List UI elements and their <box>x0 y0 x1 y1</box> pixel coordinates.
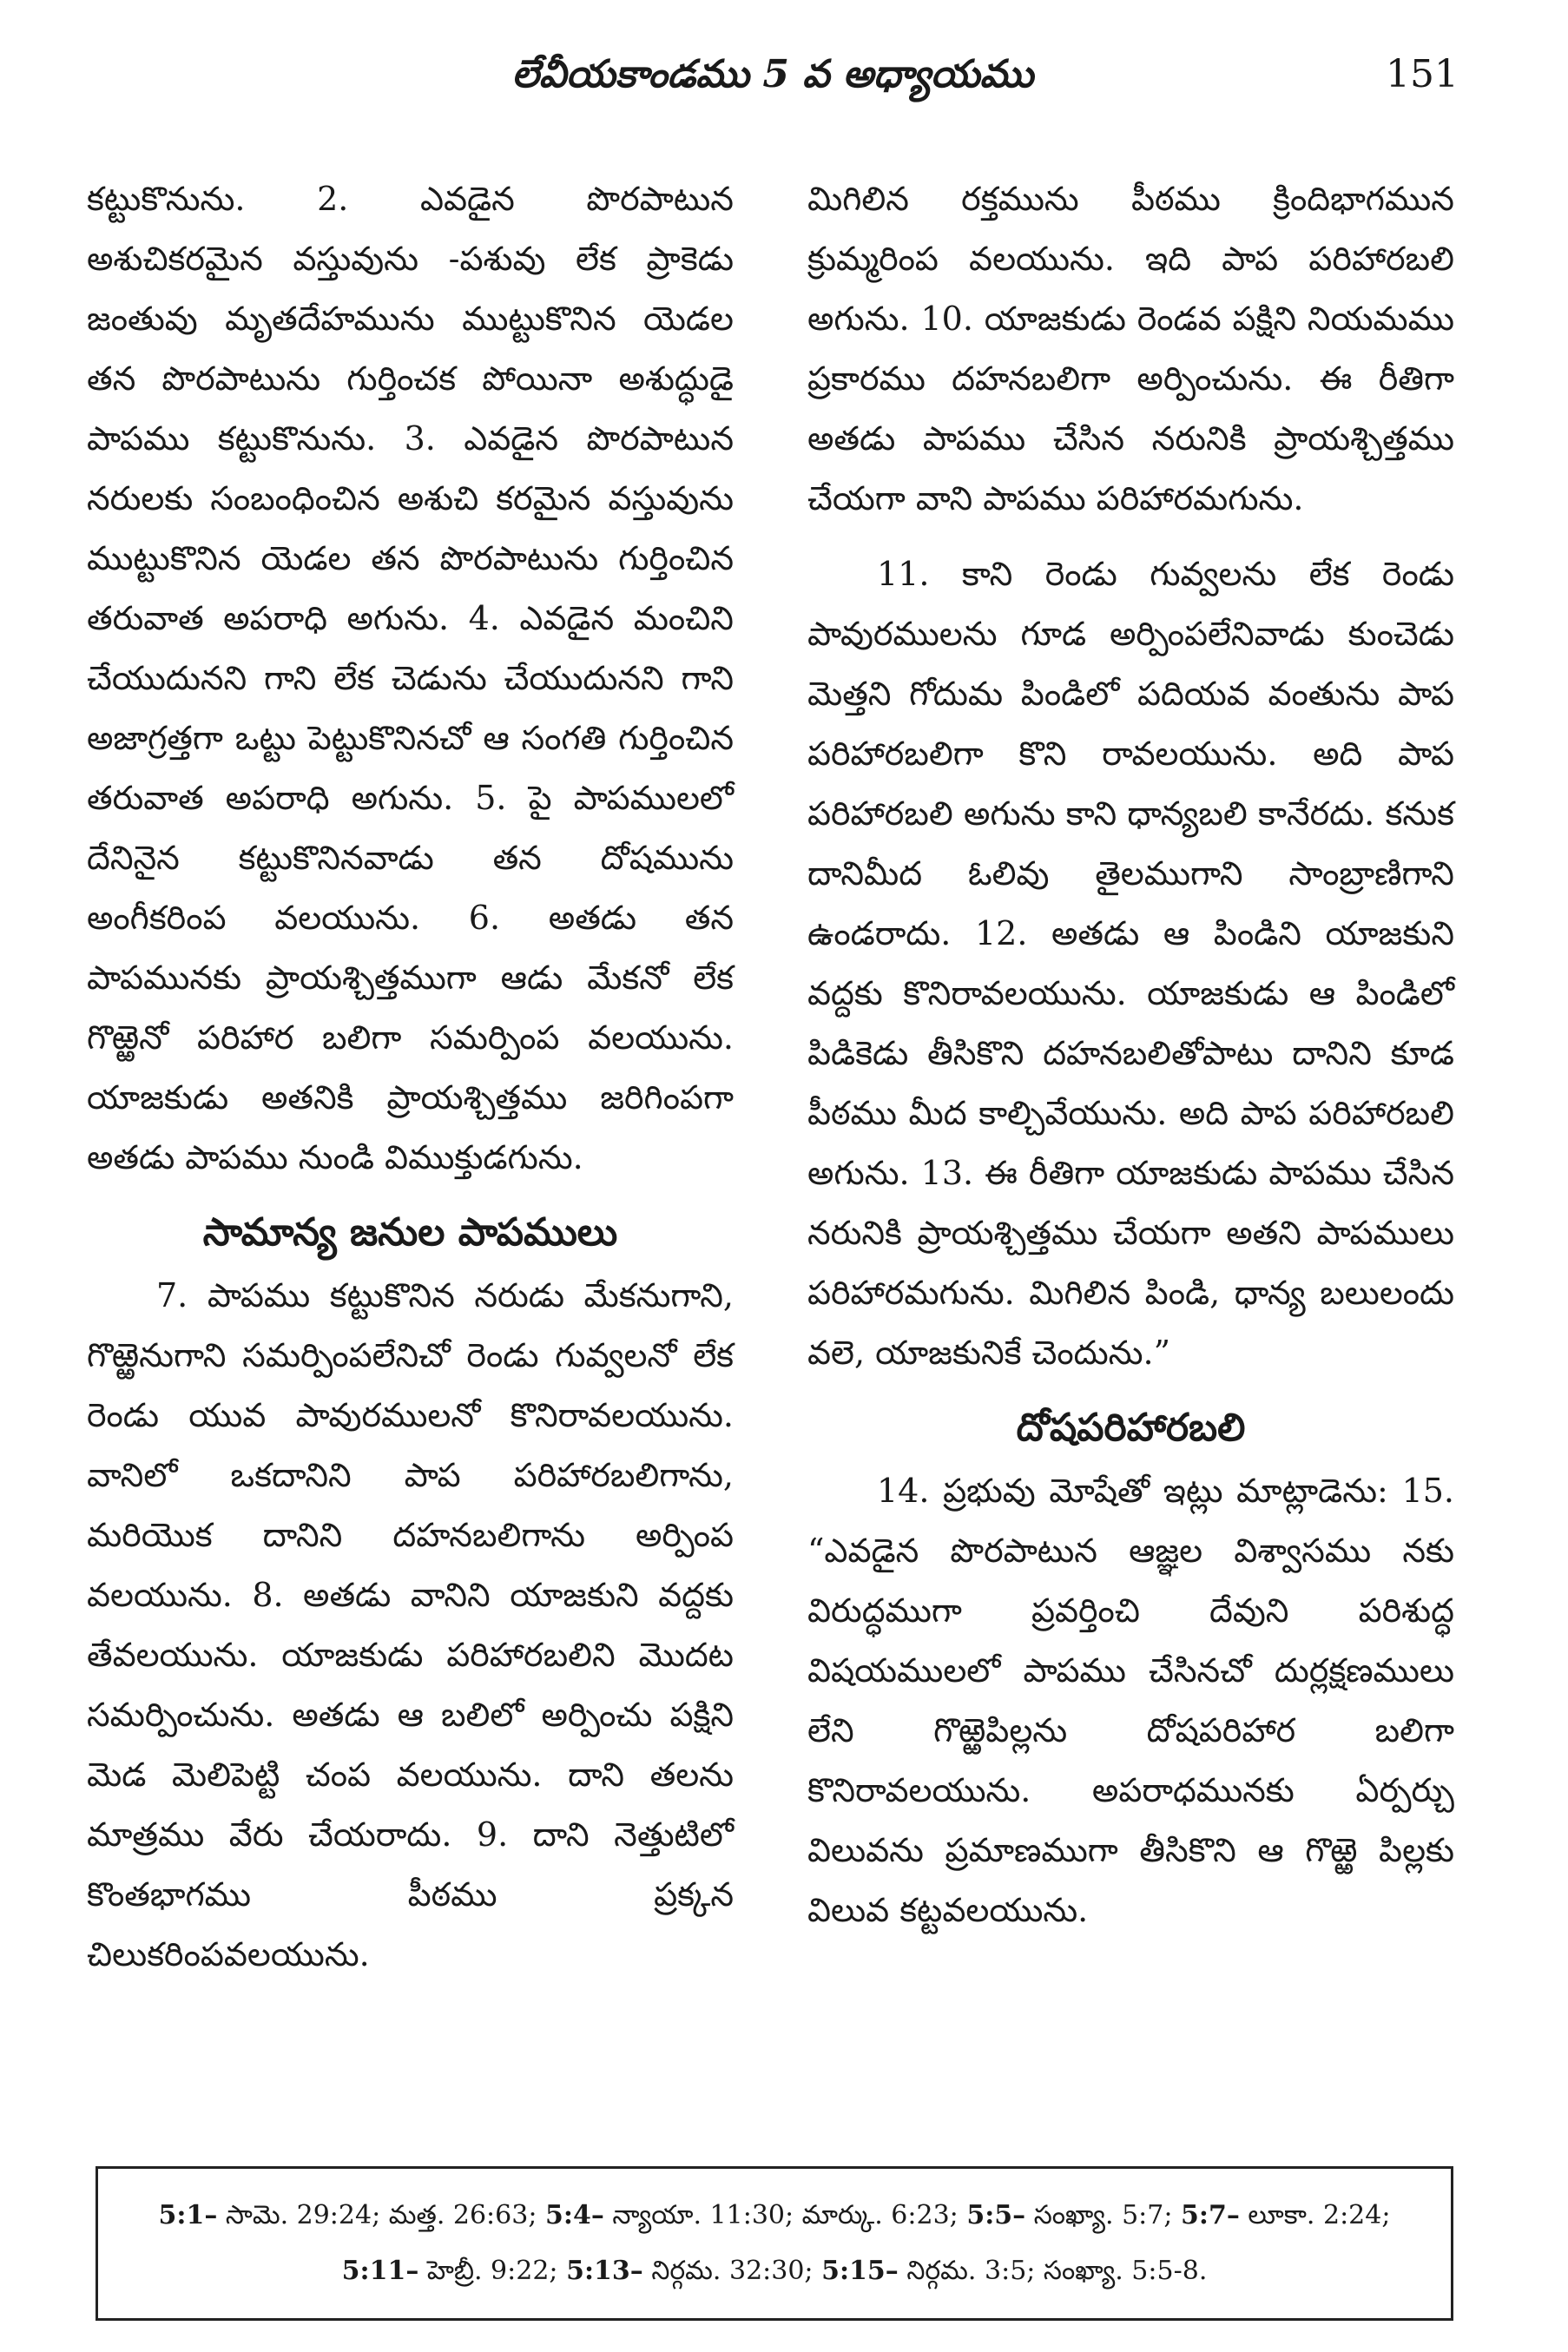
ref-text: నిర్గమ. 32:30; <box>642 2256 822 2286</box>
ref-label: 5:1– <box>158 2200 218 2230</box>
running-title: లేవీయకాండము 5 వ అధ్యాయము <box>511 52 1034 96</box>
ref-label: 5:7– <box>1181 2200 1240 2230</box>
right-column <box>807 169 1454 1940</box>
paragraph: మిగిలిన రక్తమును పీఠము క్రిందిభాగమున క్రుమ్మరింప వలయును. ఇది పాప పరిహారబలి అగును. 10. యాజకుడు రెండవ పక్షిని నియమము ప్రకారము దహనబలిగా అర్పించును. ఈ రీతిగా అతడు పాపము చేసిన నరునికి ప్రాయశ్చిత్తము చేయగా వాని పాపము పరిహారమగును. <box>807 180 1454 517</box>
ref-text: సంఖ్యా. 5:7; <box>1025 2200 1182 2230</box>
ref-label: 5:13– <box>566 2256 643 2286</box>
paragraph: 7. పాపము కట్టుకొనిన నరుడు మేకనుగాని, గొఱ్ఱెనుగాని సమర్పింపలేనిచో రెండు గువ్వలనో లేక రెండు యువ పావురములనో కొనిరావలయును. వానిలో ఒకదానిని పాప పరిహారబలిగాను, మరియొక దానిని దహనబలిగాను అర్పింప వలయును. 8. అతడు వానిని యాజకుని వద్దకు తేవలయును. యాజకుడు పరిహారబలిని మొదట సమర్పించును. అతడు ఆ బలిలో అర్పించు పక్షిని మెడ మెలిపెట్టి చంప వలయును. దాని తలను మాత్రము వేరు చేయరాదు. 9. దాని నెత్తుటిలో కొంతభాగము పీఠము ప్రక్కన చిలుకరింపవలయును. <box>87 1276 734 1973</box>
paragraph: కట్టుకొనును. 2. ఎవడైన పొరపాటున అశుచికరమైన వస్తువును -పశువు లేక ప్రాకెడు జంతువు మృతదేహమును ముట్టుకొనిన యెడల తన పొరపాటును గుర్తించక పోయినా అశుద్ధుడై పాపము కట్టుకొనును. 3. ఎవడైన పొరపాటున నరులకు సంబంధించిన అశుచి కరమైన వస్తువును ముట్టుకొనిన యెడల తన పొరపాటును గుర్తించిన తరువాత అపరాధి అగును. 4. ఎవడైన మంచిని చేయుదునని గాని లేక చెడును చేయుదునని గాని అజాగ్రత్తగా ఒట్టు పెట్టుకొనినచో ఆ సంగతి గుర్తించిన తరువాత అపరాధి అగును. 5. పై పాపములలో దేనినైన కట్టుకొనినవాడు తన దోషమును అంగీకరింప వలయును. 6. అతడు తన పాపమునకు ప్రాయశ్చిత్తముగా ఆడు మేకనో లేక గొఱ్ఱెనో పరిహార బలిగా సమర్పింప వలయును. యాజకుడు అతనికి ప్రాయశ్చిత్తము జరిగింపగా అతడు పాపము నుండి విముక్తుడగును. <box>87 180 734 1176</box>
section-heading: సామాన్య జనుల పాపములు <box>202 1210 618 1255</box>
section-heading: దోషపరిహారబలి <box>1016 1406 1246 1450</box>
left-column <box>87 169 734 1985</box>
ref-label: 5:11– <box>341 2256 419 2286</box>
ref-text: లూకా. 2:24; <box>1239 2200 1391 2230</box>
cross-references-box <box>96 2166 1453 2321</box>
ref-label: 5:15– <box>821 2256 899 2286</box>
page-header <box>87 52 1459 122</box>
ref-label: 5:4– <box>545 2200 604 2230</box>
paragraph: 11. కాని రెండు గువ్వలను లేక రెండు పావురములను గూడ అర్పింపలేనివాడు కుంచెడు మెత్తని గోదుమ పిండిలో పదియవ వంతును పాప పరిహారబలిగా కొని రావలయును. అది పాప పరిహారబలి అగును కాని ధాన్యబలి కానేరదు. కనుక దానిమీద ఓలివు తైలముగాని సాంబ్రాణిగాని ఉండరాదు. 12. అతడు ఆ పిండిని యాజకుని వద్దకు కొనిరావలయును. యాజకుడు ఆ పిండిలో పిడికెడు తీసికొని దహనబలితోపాటు దానిని కూడ పీఠము మీద కాల్చివేయును. అది పాప పరిహారబలి అగును. 13. ఈ రీతిగా యాజకుడు పాపము చేసిన నరునికి ప్రాయశ్చిత్తము చేయగా అతని పాపములు పరిహారమగును. మిగిలిన పిండి, ధాన్య బలులందు వలె, యాజకునికే చెందును.” <box>807 555 1454 1372</box>
ref-text: న్యాయా. 11:30; మార్కు. 6:23; <box>603 2200 967 2230</box>
ref-text: నిర్గమ. 3:5; సంఖ్యా. 5:5-8. <box>898 2256 1208 2286</box>
ref-label: 5:5– <box>966 2200 1026 2230</box>
paragraph: 14. ప్రభువు మోషేతో ఇట్లు మాట్లాడెను: 15. “ఎవడైన పొరపాటున ఆజ్ఞల విశ్వాసము నకు విరుద్ధముగా ప్రవర్తించి దేవుని పరిశుద్ధ విషయములలో పాపము చేసినచో దుర్లక్షణములు లేని గొఱ్ఱెపిల్లను దోషపరిహార బలిగా కొనిరావలయును. అపరాధమునకు ఏర్పర్చు విలువను ప్రమాణముగా తీసికొని ఆ గొఱ్ఱె పిల్లకు విలువ కట్టవలయును. <box>807 1472 1454 1929</box>
ref-text: హెబ్రీ. 9:22; <box>418 2256 567 2286</box>
ref-text: సామె. 29:24; మత్త. 26:63; <box>217 2200 545 2230</box>
page-number: 151 <box>1386 52 1459 96</box>
